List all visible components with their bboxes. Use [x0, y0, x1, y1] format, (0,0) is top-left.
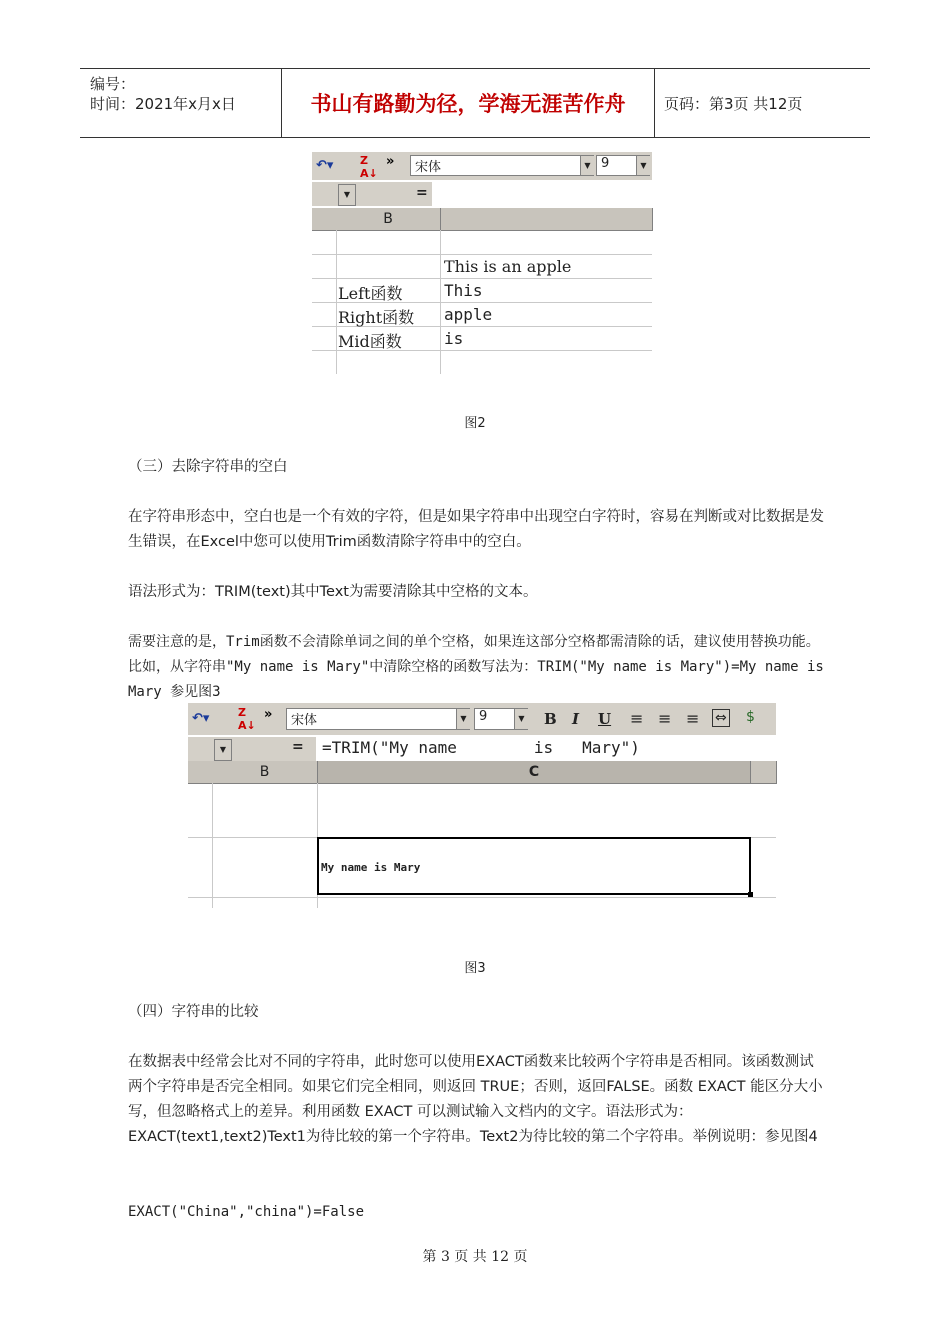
- align-center-icon[interactable]: ≡: [658, 709, 672, 728]
- number-label: 编号：: [90, 75, 136, 93]
- row-header-corner: [188, 761, 213, 784]
- cell-c5[interactable]: is: [444, 329, 464, 348]
- section3-paragraph-1: 在字符串形态中，空白也是一个有效的字符，但是如果字符串中出现空白字符时，容易在判断或对比数据是发生错误，在Excel中您可以使用Trim函数清除字符串中的空白。: [128, 509, 824, 550]
- figure2-formula-bar: [312, 182, 432, 206]
- figure2-screenshot: [312, 152, 652, 374]
- figure2-caption: 图2: [464, 416, 486, 431]
- header-meta-cell: [80, 69, 282, 137]
- underline-button[interactable]: U: [598, 710, 612, 728]
- page-info: 页码：第3页 共12页: [664, 94, 803, 113]
- time-label: 时间：2021年x月x日: [90, 95, 236, 113]
- chevron-down-icon[interactable]: ▼: [580, 156, 594, 175]
- font-size-value: 9: [601, 156, 610, 171]
- selected-cell-c3[interactable]: [317, 837, 751, 895]
- italic-button[interactable]: I: [572, 710, 580, 728]
- column-header-d[interactable]: [751, 761, 777, 784]
- merge-center-icon[interactable]: ⇔: [712, 709, 730, 727]
- figure3-screenshot: [188, 703, 776, 908]
- fill-handle[interactable]: [748, 892, 753, 897]
- align-right-icon[interactable]: ≡: [686, 709, 700, 728]
- font-name-dropdown[interactable]: [410, 155, 594, 176]
- cell-b3[interactable]: Left函数: [338, 284, 403, 303]
- figure3-caption: 图3: [464, 961, 486, 976]
- column-header-c[interactable]: [441, 208, 653, 231]
- cell-c3-value: My name is Mary: [321, 861, 421, 874]
- cell-b4[interactable]: Right函数: [338, 308, 415, 327]
- more-icon: »: [386, 154, 395, 169]
- section3-heading: （三）去除字符串的空白: [128, 459, 288, 475]
- page-footer: 第 3 页 共 12 页: [422, 1249, 528, 1265]
- formula-equals: =: [292, 739, 304, 755]
- chevron-down-icon[interactable]: ▼: [456, 709, 470, 729]
- more-icon: »: [264, 707, 273, 722]
- cell-c3[interactable]: This: [444, 281, 483, 300]
- undo-icon: ↶▾: [316, 158, 334, 173]
- section4-heading: （四）字符串的比较: [128, 1004, 259, 1020]
- cell-c2[interactable]: This is an apple: [444, 257, 572, 276]
- font-size-value: 9: [479, 709, 488, 724]
- page-header: [80, 68, 870, 138]
- section3-paragraph-3: 需要注意的是，Trim函数不会清除单词之间的单个空格，如果连这部分空格都需清除的话，建议使用替换功能。比如，从字符串"My name is Mary"中清除空格的函数写法为：TRIM("My name is Mary")=My name is Mary 参见图3: [128, 634, 824, 700]
- font-name-value: 宋体: [415, 160, 442, 175]
- motto: 书山有路勤为径，学海无涯苦作舟: [282, 69, 655, 137]
- section3-paragraph-2: 语法形式为：TRIM(text)其中Text为需要清除其中空格的文本。: [128, 584, 538, 600]
- namebox-dropdown-icon[interactable]: ▼: [338, 184, 356, 206]
- cell-c4[interactable]: apple: [444, 305, 493, 324]
- font-name-value: 宋体: [291, 713, 318, 728]
- sort-icon: Z A↓: [360, 154, 378, 180]
- sort-icon: Z A↓: [238, 706, 256, 732]
- font-name-dropdown[interactable]: [286, 708, 470, 730]
- namebox-dropdown-icon[interactable]: ▼: [214, 739, 232, 761]
- bold-button[interactable]: B: [544, 710, 557, 728]
- column-header-b[interactable]: B: [212, 761, 318, 784]
- currency-icon[interactable]: $: [746, 709, 755, 725]
- section4-paragraph-2: EXACT("China","china")=False: [128, 1204, 365, 1220]
- column-header-b[interactable]: B: [336, 208, 441, 231]
- formula-equals: =: [416, 185, 428, 201]
- row-header-corner: [312, 208, 337, 231]
- formula-text[interactable]: =TRIM("My name is Mary"): [322, 738, 640, 757]
- chevron-down-icon[interactable]: ▼: [636, 156, 650, 175]
- align-left-icon[interactable]: ≡: [630, 709, 644, 728]
- column-header-c[interactable]: C: [318, 761, 751, 784]
- undo-icon: ↶▾: [192, 711, 210, 726]
- section4-paragraph-1: 在数据表中经常会比对不同的字符串，此时您可以使用EXACT函数来比较两个字符串是否相同。该函数测试两个字符串是否完全相同。如果它们完全相同，则返回 TRUE；否则，返回FALSE。函数 EXACT 能区分大小写，但忽略格式上的差异。利用函数 EXACT 可以测试输入文档内的文字。语法形式为：EXACT(text1,text2)Text1为待比较的第一个字符串。Text2为待比较的第二个字符串。举例说明：参见图4: [128, 1054, 823, 1145]
- chevron-down-icon[interactable]: ▼: [514, 709, 528, 729]
- cell-b5[interactable]: Mid函数: [338, 332, 402, 351]
